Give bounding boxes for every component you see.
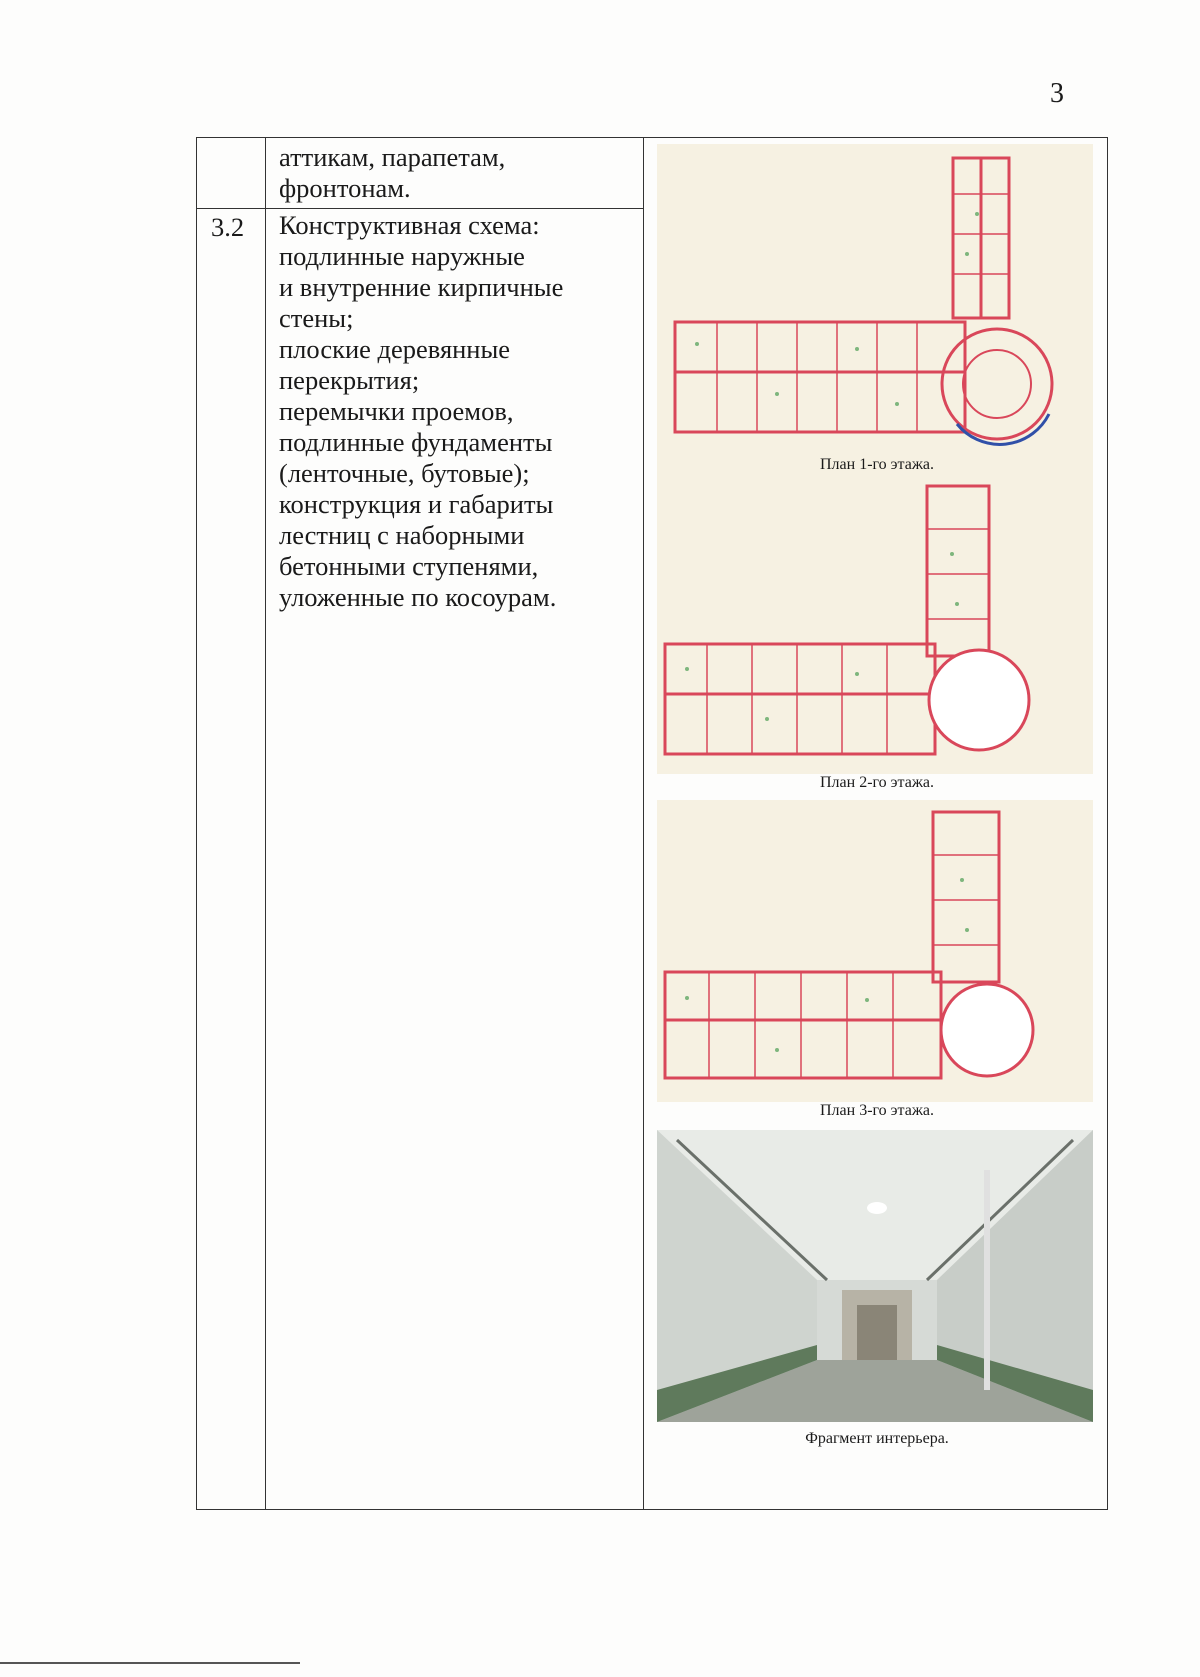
floor-plan-2-caption: План 2-го этажа. bbox=[819, 774, 934, 791]
floor-plan-2-image bbox=[657, 474, 1093, 774]
row-divider bbox=[197, 208, 643, 209]
row-text-structure: Конструктивная схема: подлинные наружные и внутренние кирпичные стены; плоские деревянные перекрытия; перемычки проемов, подлинные фундаменты (ленточные, бутовые); конструкция и габариты лестниц с наборными бетонными ступенями, уложенные по косоурам. bbox=[279, 210, 564, 612]
column-divider-number bbox=[265, 138, 266, 1509]
interior-photo-image bbox=[657, 1130, 1093, 1422]
interior-photo-caption: Фрагмент интерьера. bbox=[805, 1430, 949, 1447]
floor-plan-1-caption: План 1-го этажа. bbox=[819, 456, 934, 473]
floor-plan-3-image bbox=[657, 800, 1093, 1102]
heritage-table bbox=[196, 137, 1108, 1510]
scan-edge-line bbox=[0, 1662, 300, 1664]
row-number: 3.2 bbox=[211, 212, 245, 242]
page-number: 3 bbox=[1050, 78, 1064, 109]
floor-plan-1-image bbox=[657, 144, 1093, 474]
row-text-continued: аттикам, парапетам, фронтонам. bbox=[279, 142, 506, 203]
floor-plan-3-caption: План 3-го этажа. bbox=[819, 1102, 934, 1119]
column-divider-images bbox=[643, 138, 644, 1509]
